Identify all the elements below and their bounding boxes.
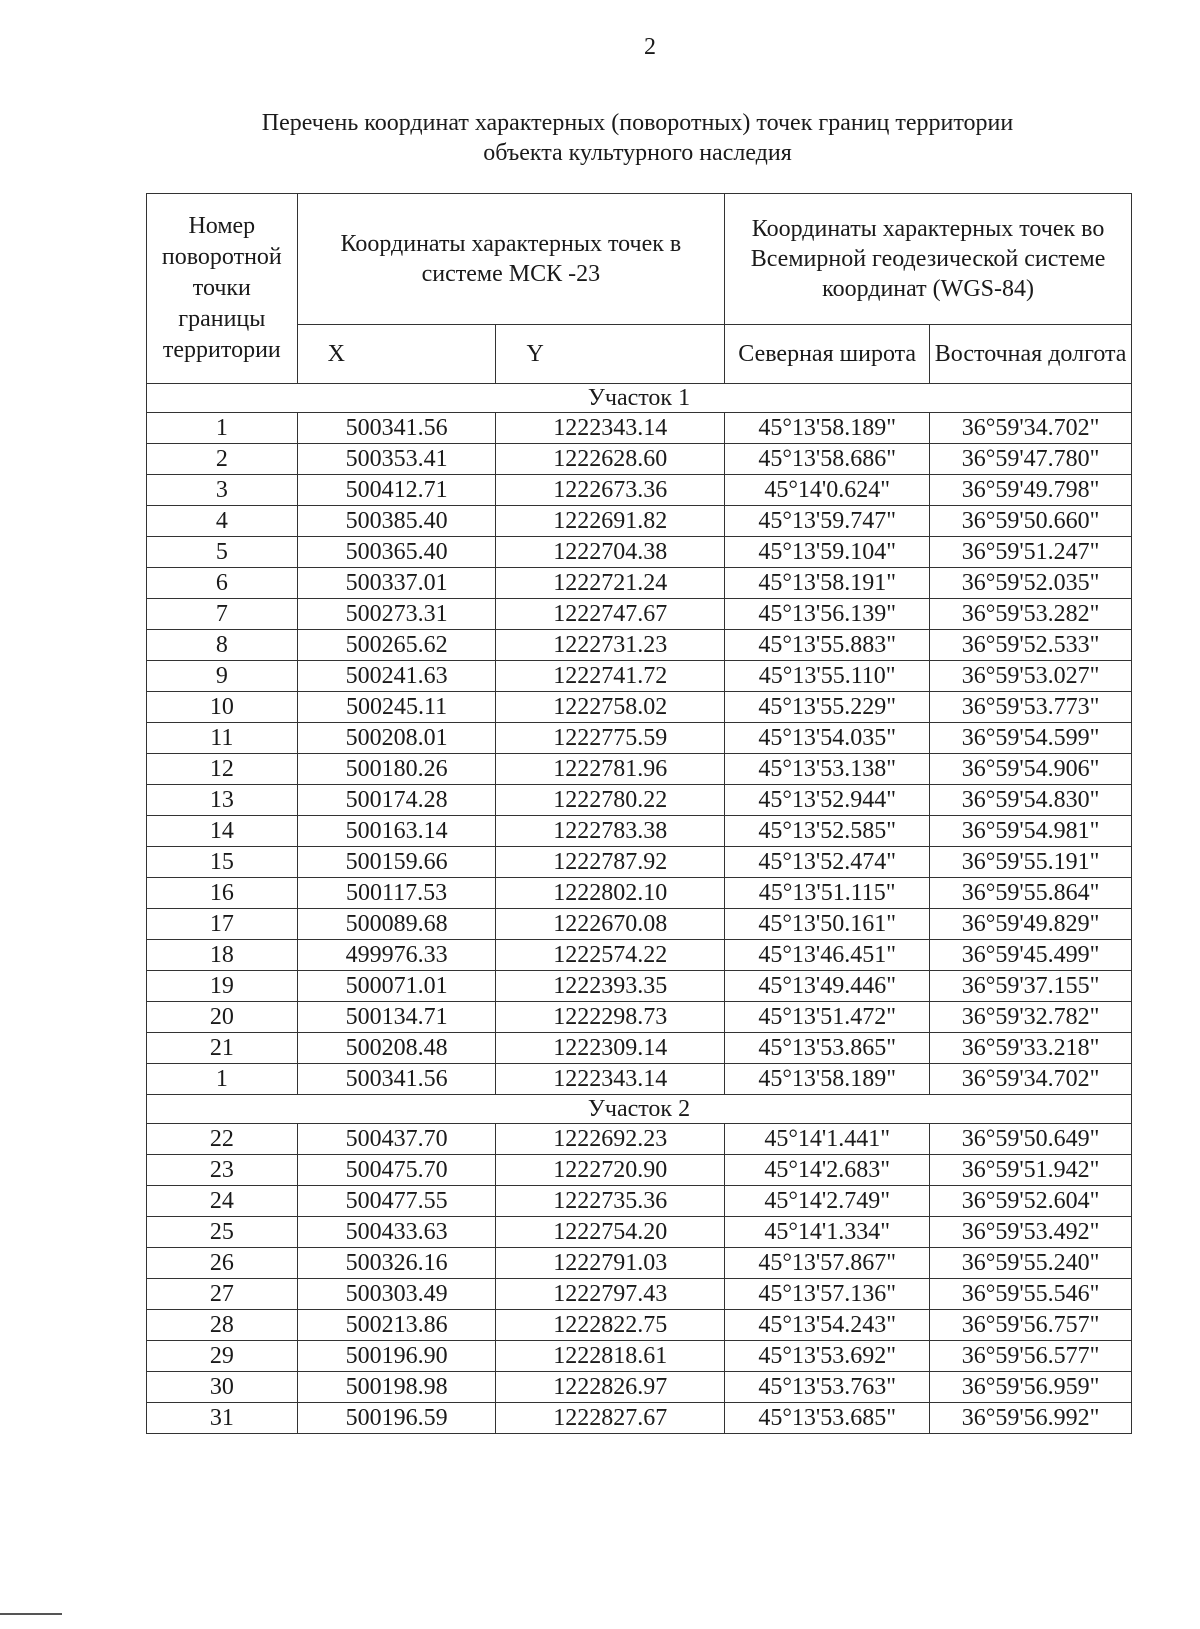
x-cell: 500385.40 <box>297 506 496 537</box>
table-row <box>147 878 1132 909</box>
table-row <box>147 599 1132 630</box>
longitude-cell: 36°59'55.191" <box>930 847 1132 878</box>
longitude-cell: 36°59'52.533" <box>930 630 1132 661</box>
table-row <box>147 1124 1132 1155</box>
latitude-cell: 45°13'54.243" <box>725 1310 930 1341</box>
table-row <box>147 816 1132 847</box>
table-row <box>147 506 1132 537</box>
table-row <box>147 1279 1132 1310</box>
point-number-cell: 17 <box>147 909 298 940</box>
table-row <box>147 568 1132 599</box>
point-number-cell: 14 <box>147 816 298 847</box>
table-row <box>147 413 1132 444</box>
point-number-cell: 5 <box>147 537 298 568</box>
longitude-cell: 36°59'49.829" <box>930 909 1132 940</box>
x-cell: 500196.59 <box>297 1403 496 1434</box>
longitude-cell: 36°59'54.906" <box>930 754 1132 785</box>
point-number-cell: 24 <box>147 1186 298 1217</box>
y-cell: 1222393.35 <box>496 971 725 1002</box>
table-row <box>147 537 1132 568</box>
x-cell: 500196.90 <box>297 1341 496 1372</box>
y-cell: 1222827.67 <box>496 1403 725 1434</box>
latitude-cell: 45°13'53.763" <box>725 1372 930 1403</box>
header-x: X <box>297 325 496 384</box>
document-title <box>155 108 1120 168</box>
y-cell: 1222775.59 <box>496 723 725 754</box>
coordinates-table <box>146 193 1132 1434</box>
longitude-cell: 36°59'56.992" <box>930 1403 1132 1434</box>
x-cell: 500071.01 <box>297 971 496 1002</box>
table-row <box>147 1310 1132 1341</box>
longitude-cell: 36°59'55.240" <box>930 1248 1132 1279</box>
longitude-cell: 36°59'49.798" <box>930 475 1132 506</box>
table-row <box>147 1217 1132 1248</box>
y-cell: 1222802.10 <box>496 878 725 909</box>
longitude-cell: 36°59'52.604" <box>930 1186 1132 1217</box>
x-cell: 500198.98 <box>297 1372 496 1403</box>
table-row <box>147 847 1132 878</box>
longitude-cell: 36°59'53.282" <box>930 599 1132 630</box>
longitude-cell: 36°59'54.599" <box>930 723 1132 754</box>
table-row <box>147 1186 1132 1217</box>
point-number-cell: 1 <box>147 413 298 444</box>
x-cell: 500180.26 <box>297 754 496 785</box>
section-title: Участок 2 <box>147 1095 1132 1124</box>
point-number-cell: 11 <box>147 723 298 754</box>
table-row <box>147 1248 1132 1279</box>
x-cell: 500117.53 <box>297 878 496 909</box>
point-number-cell: 21 <box>147 1033 298 1064</box>
longitude-cell: 36°59'53.027" <box>930 661 1132 692</box>
table-row <box>147 1002 1132 1033</box>
y-cell: 1222704.38 <box>496 537 725 568</box>
point-number-cell: 23 <box>147 1155 298 1186</box>
y-cell: 1222691.82 <box>496 506 725 537</box>
longitude-cell: 36°59'55.546" <box>930 1279 1132 1310</box>
table-body <box>147 384 1132 1434</box>
header-wgs-coordinates: Координаты характерных точек во Всемирной геодезической системе координат (WGS-84) <box>725 194 1132 325</box>
latitude-cell: 45°13'55.883" <box>725 630 930 661</box>
y-cell: 1222783.38 <box>496 816 725 847</box>
x-cell: 500265.62 <box>297 630 496 661</box>
x-cell: 500477.55 <box>297 1186 496 1217</box>
table-row <box>147 475 1132 506</box>
header-longitude: Восточная долгота <box>930 325 1132 384</box>
longitude-cell: 36°59'34.702" <box>930 1064 1132 1095</box>
y-cell: 1222673.36 <box>496 475 725 506</box>
longitude-cell: 36°59'33.218" <box>930 1033 1132 1064</box>
latitude-cell: 45°13'58.191" <box>725 568 930 599</box>
longitude-cell: 36°59'47.780" <box>930 444 1132 475</box>
table-row <box>147 1341 1132 1372</box>
y-cell: 1222741.72 <box>496 661 725 692</box>
latitude-cell: 45°14'2.683" <box>725 1155 930 1186</box>
latitude-cell: 45°13'52.585" <box>725 816 930 847</box>
x-cell: 500303.49 <box>297 1279 496 1310</box>
y-cell: 1222818.61 <box>496 1341 725 1372</box>
point-number-cell: 16 <box>147 878 298 909</box>
latitude-cell: 45°13'58.189" <box>725 413 930 444</box>
x-cell: 500326.16 <box>297 1248 496 1279</box>
table-row <box>147 1033 1132 1064</box>
x-cell: 500337.01 <box>297 568 496 599</box>
x-cell: 500412.71 <box>297 475 496 506</box>
longitude-cell: 36°59'37.155" <box>930 971 1132 1002</box>
header-point-number: Номер поворотной точки границы территории <box>147 194 298 384</box>
table-row <box>147 909 1132 940</box>
table-row <box>147 444 1132 475</box>
y-cell: 1222574.22 <box>496 940 725 971</box>
y-cell: 1222343.14 <box>496 413 725 444</box>
x-cell: 500341.56 <box>297 1064 496 1095</box>
point-number-cell: 27 <box>147 1279 298 1310</box>
latitude-cell: 45°13'57.867" <box>725 1248 930 1279</box>
y-cell: 1222822.75 <box>496 1310 725 1341</box>
section-row <box>147 384 1132 413</box>
y-cell: 1222747.67 <box>496 599 725 630</box>
table-row <box>147 661 1132 692</box>
table-row <box>147 723 1132 754</box>
x-cell: 500433.63 <box>297 1217 496 1248</box>
y-cell: 1222787.92 <box>496 847 725 878</box>
latitude-cell: 45°13'58.189" <box>725 1064 930 1095</box>
table-row <box>147 1064 1132 1095</box>
longitude-cell: 36°59'55.864" <box>930 878 1132 909</box>
latitude-cell: 45°14'2.749" <box>725 1186 930 1217</box>
longitude-cell: 36°59'34.702" <box>930 413 1132 444</box>
y-cell: 1222343.14 <box>496 1064 725 1095</box>
latitude-cell: 45°13'58.686" <box>725 444 930 475</box>
latitude-cell: 45°13'50.161" <box>725 909 930 940</box>
longitude-cell: 36°59'56.577" <box>930 1341 1132 1372</box>
point-number-cell: 29 <box>147 1341 298 1372</box>
x-cell: 500341.56 <box>297 413 496 444</box>
y-cell: 1222781.96 <box>496 754 725 785</box>
latitude-cell: 45°13'53.692" <box>725 1341 930 1372</box>
x-cell: 499976.33 <box>297 940 496 971</box>
latitude-cell: 45°13'59.747" <box>725 506 930 537</box>
longitude-cell: 36°59'51.942" <box>930 1155 1132 1186</box>
x-cell: 500134.71 <box>297 1002 496 1033</box>
point-number-cell: 28 <box>147 1310 298 1341</box>
point-number-cell: 13 <box>147 785 298 816</box>
point-number-cell: 15 <box>147 847 298 878</box>
x-cell: 500475.70 <box>297 1155 496 1186</box>
y-cell: 1222826.97 <box>496 1372 725 1403</box>
table-row <box>147 630 1132 661</box>
title-line-1: Перечень координат характерных (поворотных) точек границ территории <box>261 110 1014 136</box>
longitude-cell: 36°59'32.782" <box>930 1002 1132 1033</box>
latitude-cell: 45°14'1.334" <box>725 1217 930 1248</box>
y-cell: 1222721.24 <box>496 568 725 599</box>
x-cell: 500159.66 <box>297 847 496 878</box>
point-number-cell: 31 <box>147 1403 298 1434</box>
latitude-cell: 45°13'52.944" <box>725 785 930 816</box>
header-latitude: Северная широта <box>725 325 930 384</box>
x-cell: 500273.31 <box>297 599 496 630</box>
y-cell: 1222670.08 <box>496 909 725 940</box>
table-row <box>147 754 1132 785</box>
latitude-cell: 45°13'53.685" <box>725 1403 930 1434</box>
longitude-cell: 36°59'52.035" <box>930 568 1132 599</box>
header-msk-coordinates: Координаты характерных точек в системе МСК -23 <box>297 194 724 325</box>
x-cell: 500213.86 <box>297 1310 496 1341</box>
latitude-cell: 45°13'52.474" <box>725 847 930 878</box>
point-number-cell: 20 <box>147 1002 298 1033</box>
longitude-cell: 36°59'53.773" <box>930 692 1132 723</box>
latitude-cell: 45°13'56.139" <box>725 599 930 630</box>
latitude-cell: 45°13'55.229" <box>725 692 930 723</box>
x-cell: 500174.28 <box>297 785 496 816</box>
point-number-cell: 4 <box>147 506 298 537</box>
longitude-cell: 36°59'51.247" <box>930 537 1132 568</box>
point-number-cell: 1 <box>147 1064 298 1095</box>
y-cell: 1222797.43 <box>496 1279 725 1310</box>
y-cell: 1222298.73 <box>496 1002 725 1033</box>
latitude-cell: 45°13'53.865" <box>725 1033 930 1064</box>
header-y: Y <box>496 325 725 384</box>
x-cell: 500208.48 <box>297 1033 496 1064</box>
latitude-cell: 45°13'57.136" <box>725 1279 930 1310</box>
y-cell: 1222731.23 <box>496 630 725 661</box>
longitude-cell: 36°59'56.959" <box>930 1372 1132 1403</box>
latitude-cell: 45°13'46.451" <box>725 940 930 971</box>
table-row <box>147 1403 1132 1434</box>
point-number-cell: 22 <box>147 1124 298 1155</box>
point-number-cell: 26 <box>147 1248 298 1279</box>
latitude-cell: 45°13'53.138" <box>725 754 930 785</box>
table-row <box>147 692 1132 723</box>
x-cell: 500163.14 <box>297 816 496 847</box>
point-number-cell: 19 <box>147 971 298 1002</box>
point-number-cell: 30 <box>147 1372 298 1403</box>
page-number: 2 <box>644 34 656 60</box>
x-cell: 500241.63 <box>297 661 496 692</box>
point-number-cell: 3 <box>147 475 298 506</box>
section-row <box>147 1095 1132 1124</box>
table-row <box>147 1155 1132 1186</box>
point-number-cell: 10 <box>147 692 298 723</box>
point-number-cell: 6 <box>147 568 298 599</box>
latitude-cell: 45°13'51.115" <box>725 878 930 909</box>
longitude-cell: 36°59'56.757" <box>930 1310 1132 1341</box>
latitude-cell: 45°13'54.035" <box>725 723 930 754</box>
page-edge-line <box>0 1613 62 1615</box>
y-cell: 1222309.14 <box>496 1033 725 1064</box>
point-number-cell: 8 <box>147 630 298 661</box>
latitude-cell: 45°13'59.104" <box>725 537 930 568</box>
longitude-cell: 36°59'54.981" <box>930 816 1132 847</box>
point-number-cell: 12 <box>147 754 298 785</box>
point-number-cell: 18 <box>147 940 298 971</box>
table-row <box>147 940 1132 971</box>
title-line-2: объекта культурного наследия <box>483 140 792 166</box>
latitude-cell: 45°14'0.624" <box>725 475 930 506</box>
y-cell: 1222720.90 <box>496 1155 725 1186</box>
longitude-cell: 36°59'50.649" <box>930 1124 1132 1155</box>
y-cell: 1222628.60 <box>496 444 725 475</box>
x-cell: 500365.40 <box>297 537 496 568</box>
section-title: Участок 1 <box>147 384 1132 413</box>
y-cell: 1222758.02 <box>496 692 725 723</box>
point-number-cell: 2 <box>147 444 298 475</box>
latitude-cell: 45°13'55.110" <box>725 661 930 692</box>
x-cell: 500245.11 <box>297 692 496 723</box>
longitude-cell: 36°59'45.499" <box>930 940 1132 971</box>
table-row <box>147 971 1132 1002</box>
y-cell: 1222780.22 <box>496 785 725 816</box>
y-cell: 1222692.23 <box>496 1124 725 1155</box>
latitude-cell: 45°13'51.472" <box>725 1002 930 1033</box>
x-cell: 500089.68 <box>297 909 496 940</box>
longitude-cell: 36°59'54.830" <box>930 785 1132 816</box>
point-number-cell: 25 <box>147 1217 298 1248</box>
point-number-cell: 7 <box>147 599 298 630</box>
x-cell: 500437.70 <box>297 1124 496 1155</box>
latitude-cell: 45°14'1.441" <box>725 1124 930 1155</box>
y-cell: 1222735.36 <box>496 1186 725 1217</box>
table-row <box>147 1372 1132 1403</box>
y-cell: 1222791.03 <box>496 1248 725 1279</box>
point-number-cell: 9 <box>147 661 298 692</box>
table-row <box>147 785 1132 816</box>
y-cell: 1222754.20 <box>496 1217 725 1248</box>
longitude-cell: 36°59'50.660" <box>930 506 1132 537</box>
longitude-cell: 36°59'53.492" <box>930 1217 1132 1248</box>
x-cell: 500208.01 <box>297 723 496 754</box>
x-cell: 500353.41 <box>297 444 496 475</box>
latitude-cell: 45°13'49.446" <box>725 971 930 1002</box>
